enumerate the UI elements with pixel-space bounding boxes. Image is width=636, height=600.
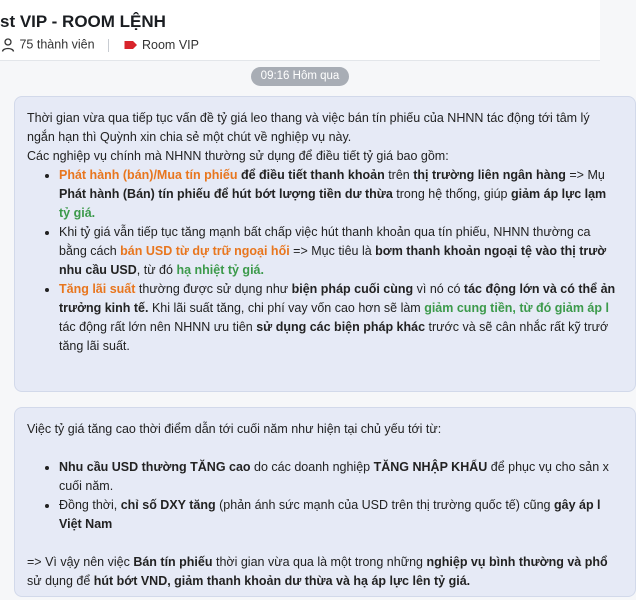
highlight: Phát hành (bán)/Mua tín phiếu (59, 168, 238, 182)
text: => Mục tiêu là (293, 244, 372, 258)
highlight: Tăng lãi suất (59, 282, 136, 296)
message-text (27, 420, 627, 591)
text: để phục vụ cho sản x (490, 460, 609, 474)
message-line: ngắn hạn thì Quỳnh xin chia sẻ một chút về nghiệp vụ này. (27, 130, 352, 144)
text: => Mụ (569, 168, 605, 182)
text: thường được sử dụng như (138, 282, 289, 296)
message-line: Việc tỷ giá tăng cao thời điểm dẫn tới cuối năm như hiện tại chủ yếu tới từ: (27, 422, 442, 436)
bold-text: tác động lớn và có thể ản (463, 282, 616, 296)
message-line: Các nghiệp vụ chính mà NHNN thường sử dụng để điều tiết tỷ giá bao gồm: (27, 149, 449, 163)
bold-text: biện pháp cuối cùng (291, 282, 414, 296)
meta-divider (108, 39, 109, 52)
bullet-item (59, 280, 627, 356)
text: (phản ánh sức mạnh của USD trên thị trường quốc tế) cũng (219, 498, 551, 512)
text: tác động rất lớn nên NHNN ưu tiên (59, 320, 253, 334)
text: => Vì vậy nên việc (27, 555, 130, 569)
message-line (27, 572, 627, 591)
bullet-list (27, 458, 627, 534)
highlight: bán USD từ dự trữ ngoại hối (120, 244, 290, 258)
text: vì nó có (416, 282, 461, 296)
bullet-list (27, 166, 627, 356)
bold-text: trưởng kinh tế. (59, 301, 149, 315)
text: trước và sẽ cân nhắc rất kỹ trướ (428, 320, 609, 334)
spacer-line (27, 534, 627, 553)
text: trên (388, 168, 410, 182)
bold-text: gây áp l (553, 498, 601, 512)
highlight: tỷ giá. (59, 206, 96, 220)
bold-text: TĂNG NHẬP KHẨU (373, 460, 488, 474)
message-text (27, 109, 627, 356)
text: tăng lãi suất. (59, 339, 130, 353)
text: cuối năm. (59, 479, 114, 493)
text: Đồng thời, (59, 498, 118, 512)
text: , từ đó (136, 263, 173, 277)
bullet-item (59, 166, 627, 223)
chat-header (0, 0, 600, 61)
tag-icon (123, 38, 139, 52)
room-tag-label: Room VIP (142, 37, 199, 52)
bold-text: nhu cầu USD (59, 263, 137, 277)
bullet-item (59, 223, 627, 280)
text: do các doanh nghiệp (254, 460, 371, 474)
highlight: giảm cung tiền, từ đó giảm áp l (424, 301, 609, 315)
bold-text: giảm áp lực lạm (510, 187, 607, 201)
text: Khi lãi suất tăng, chi phí vay vốn cao hơn sẽ làm (151, 301, 421, 315)
text: thời gian vừa qua là một trong những (215, 555, 423, 569)
bullet-item (59, 458, 627, 496)
bold-text: để điều tiết thanh khoản (240, 168, 385, 182)
room-meta (0, 37, 199, 53)
room-tag[interactable] (123, 38, 199, 53)
text: sử dụng để (27, 574, 91, 588)
bold-text: Phát hành (Bán) tín phiếu để hút bớt lượng tiền dư thừa (59, 187, 393, 201)
bold-text: Nhu cầu USD thường TĂNG cao (59, 460, 251, 474)
bold-text: hút bớt VND, giảm thanh khoản dư thừa và hạ áp lực lên tỷ giá. (93, 574, 471, 588)
bold-text: nghiệp vụ bình thường và phổ (426, 555, 608, 569)
date-separator: 09:16 Hôm qua (251, 67, 349, 86)
text: Khi tỷ giá vẫn tiếp tục tăng mạnh bất chấp việc hút thanh khoản qua tín phiếu, NHNN thường ca (59, 225, 591, 239)
bold-text: Việt Nam (59, 517, 113, 531)
spacer-line (27, 439, 627, 458)
members-count[interactable] (0, 37, 95, 53)
highlight: hạ nhiệt tỷ giá. (176, 263, 264, 277)
bold-text: sử dụng các biện pháp khác (256, 320, 426, 334)
message-bubble[interactable] (14, 96, 636, 392)
text: bằng cách (59, 244, 117, 258)
text: trong hệ thống, giúp (396, 187, 508, 201)
bold-text: Bán tín phiếu (133, 555, 213, 569)
members-label: 75 thành viên (19, 37, 95, 52)
user-icon (0, 37, 16, 53)
message-line (27, 553, 627, 572)
message-line: Thời gian vừa qua tiếp tục vấn đề tỷ giá leo thang và việc bán tín phiếu của NHNN tác động tới tâm lý (27, 111, 590, 125)
bold-text: bơm thanh khoản ngoại tệ vào thị trườ (375, 244, 607, 258)
bullet-item (59, 496, 627, 534)
bold-text: chỉ số DXY tăng (120, 498, 216, 512)
room-title: st VIP - ROOM LỆNH (0, 12, 166, 31)
message-bubble[interactable] (14, 407, 636, 597)
bold-text: thị trường liên ngân hàng (413, 168, 566, 182)
